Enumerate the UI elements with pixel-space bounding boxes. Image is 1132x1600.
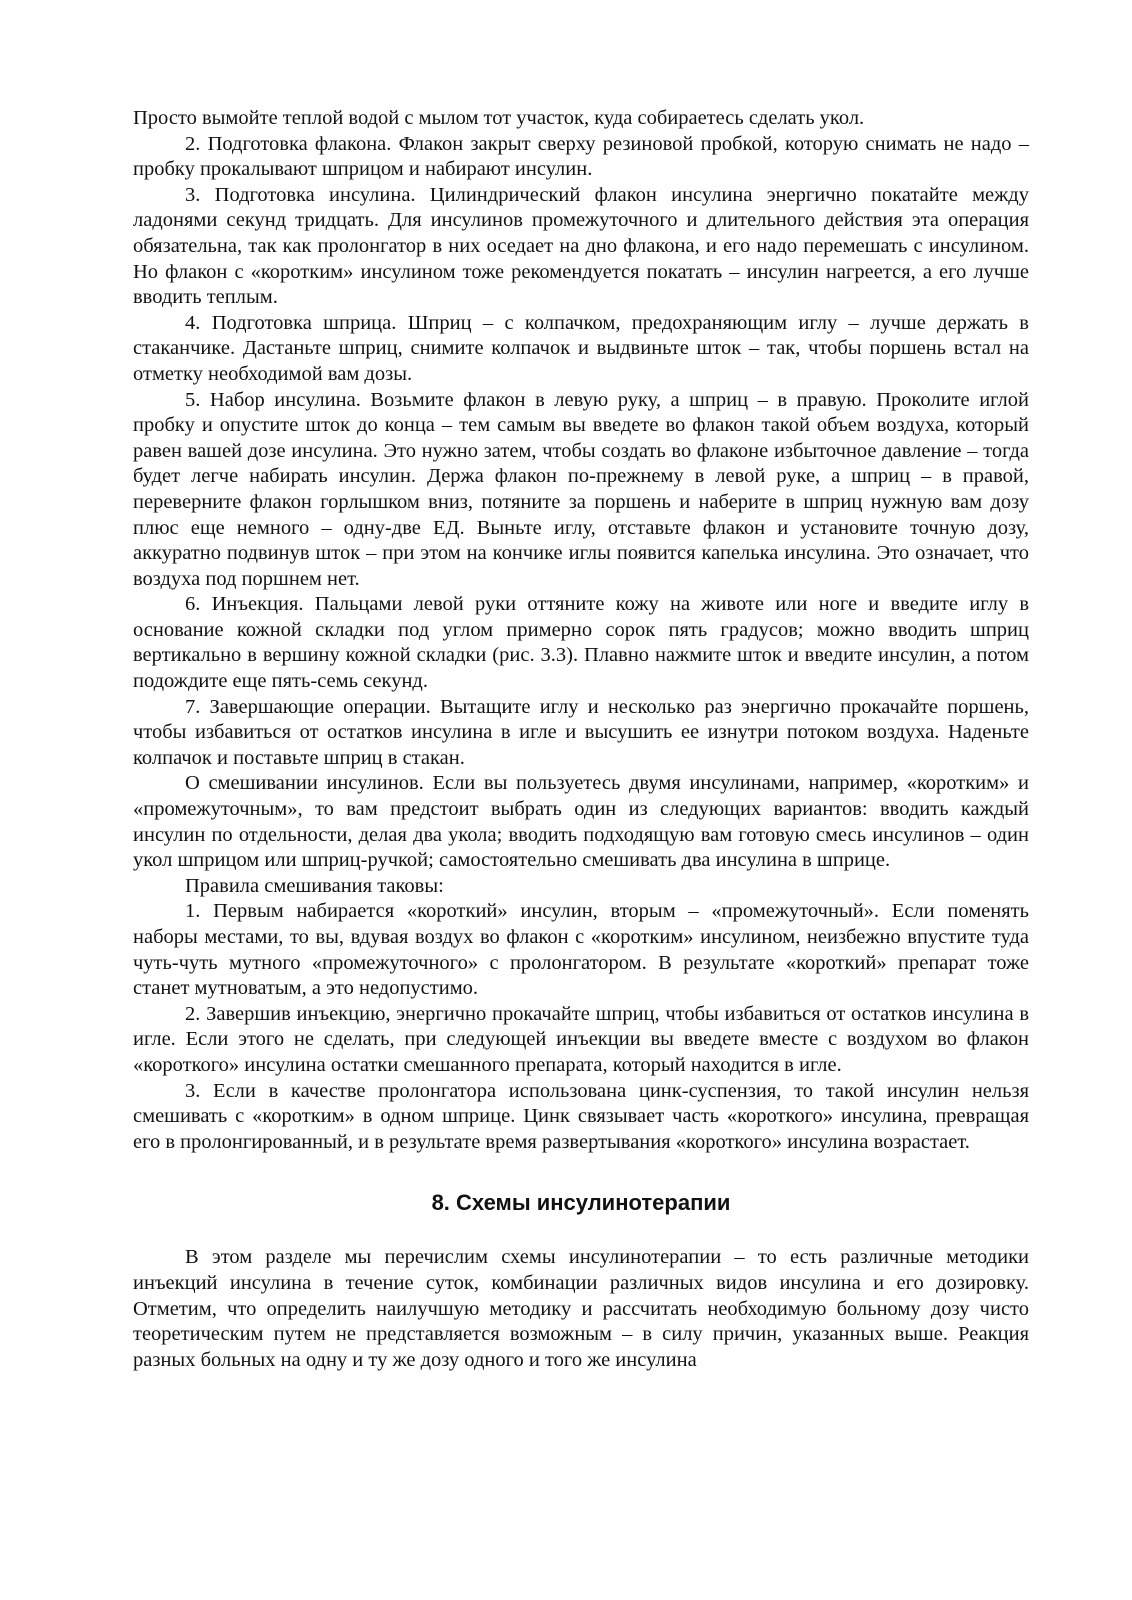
paragraph-mixing-rules-intro: Правила смешивания таковы: — [185, 874, 444, 897]
section-heading: 8. Схемы инсулинотерапии — [431, 1190, 731, 1216]
paragraph-step-7-final: 7. Завершающие операции. Вытащите иглу и несколько раз энергично прокачайте поршень, чтобы избавиться от остатков инсулина в игле и высушить ее изнутри потоком воздуха. Наденьте колпачок и поставьте шприц в стакан. — [133, 695, 1029, 769]
paragraph-step-4-syringe-prep: 4. Подготовка шприца. Шприц – с колпачком, предохраняющим иглу – лучше держать в стаканчике. Дастаньте шприц, снимите колпачок и выдвиньте шток – так, чтобы поршень встал на отметку необходимой вам дозы. — [133, 311, 1029, 385]
paragraph-rule-1: 1. Первым набирается «короткий» инсулин, вторым – «промежуточный». Если поменять наборы местами, то вы, вдувая воздух во флакон с «коротким» инсулином, неизбежно впустите туда чуть-чуть мутного «промежуточного» с пролонгатором. В результате «короткий» препарат тоже станет мутноватым, а это недопустимо. — [133, 900, 1029, 1000]
paragraph-step-3-insulin-prep: 3. Подготовка инсулина. Цилиндрический флакон инсулина энергично покатайте между ладонями секунд тридцать. Для инсулинов промежуточного и длительного действия эта операция обязательна, так как пролонгатор в них оседает на дно флакона, и его надо перемешать с инсулином. Но флакон с «коротким» инсулином тоже рекомендуется покатать – инсулин нагреется, а его лучше вводить теплым. — [133, 183, 1029, 309]
paragraph-rule-3: 3. Если в качестве пролонгатора использована цинк-суспензия, то такой инсулин нельзя смешивать с «коротким» в одном шприце. Цинк связывает часть «короткого» инсулина, превращая его в пролонгированный, и в результате время развертывания «короткого» инсулина возрастает. — [133, 1079, 1029, 1153]
paragraph-section-intro: В этом разделе мы перечислим схемы инсулинотерапии – то есть различные методики инъекций инсулина в течение суток, комбинации различных видов инсулина и его дозировку. Отметим, что определить наилучшую методику и рассчитать необходимую больному дозу чисто теоретическим путем не представляется возможным – в силу причин, указанных выше. Реакция разных больных на одну и ту же дозу одного и того же инсулина — [133, 1246, 1029, 1371]
paragraph-rule-2: 2. Завершив инъекцию, энергично прокачайте шприц, чтобы избавиться от остатков инсулина в игле. Если этого не сделать, при следующей инъекции вы введете вместе с воздухом во флакон «короткого» инсулина остатки смешанного препарата, который находится в игле. — [133, 1002, 1029, 1076]
paragraph-step-5-drawing-insulin: 5. Набор инсулина. Возьмите флакон в левую руку, а шприц – в правую. Проколите иглой пробку и опустите шток до конца – тем самым вы введете во флакон такой объем воздуха, который равен вашей дозе инсулина. Это нужно затем, чтобы создать во флаконе избыточное давление – тогда будет легче набирать инсулин. Держа флакон по-прежнему в левой руке, а шприц – в правой, переверните флакон горлышком вниз, потяните за поршень и наберите в шприц нужную вам дозу плюс еще немного – одну-две ЕД. Выньте иглу, отставьте флакон и установите точную дозу, аккуратно подвинув шток – при этом на кончике иглы появится капелька инсулина. Это означает, что воздуха под поршнем нет. — [133, 388, 1029, 590]
paragraph-step-6-injection: 6. Инъекция. Пальцами левой руки оттяните кожу на животе или ноге и введите иглу в основание кожной складки под углом примерно сорок пять градусов; можно вводить шприц вертикально в вершину кожной складки (рис. 3.3). Плавно нажмите шток и введите инсулин, а потом подождите еще пять-семь секунд. — [133, 593, 1029, 693]
document-page — [133, 106, 1029, 1373]
paragraph-continuation: Просто вымойте теплой водой с мылом тот участок, куда собираетесь сделать укол. — [133, 107, 865, 129]
paragraph-step-2-vial-prep: 2. Подготовка флакона. Флакон закрыт сверху резиновой пробкой, которую снимать не надо – пробку прокалывают шприцом и набирают инсулин. — [133, 132, 1029, 181]
paragraph-mixing-insulins: О смешивании инсулинов. Если вы пользуетесь двумя инсулинами, например, «коротким» и «промежуточным», то вам предстоит выбрать один из следующих вариантов: вводить каждый инсулин по отдельности, делая два укола; вводить подходящую вам готовую смесь инсулинов – один укол шприцом или шприц-ручкой; самостоятельно смешивать два инсулина в шприце. — [133, 772, 1029, 872]
